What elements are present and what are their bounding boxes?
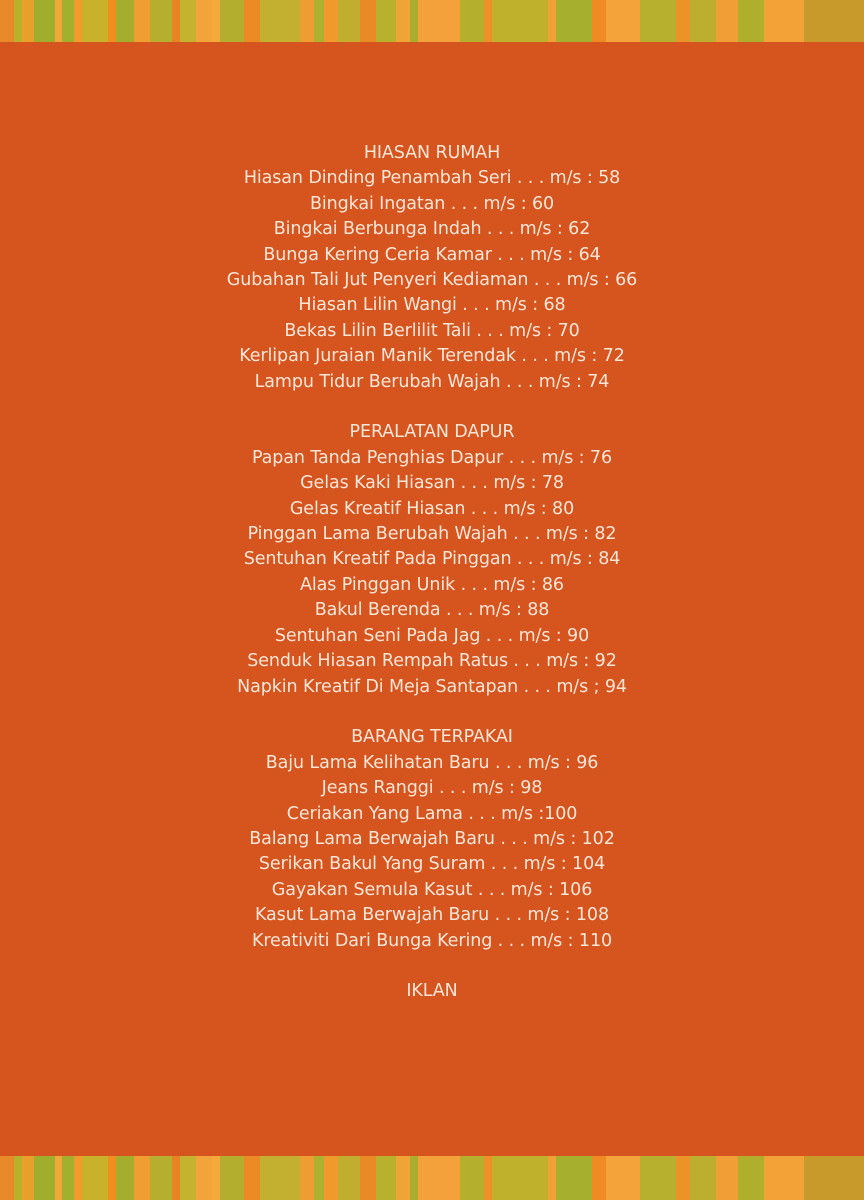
toc-entry: Bingkai Ingatan . . . m/s : 60 [309,193,555,214]
section-title: PERALATAN DAPUR [349,422,515,443]
toc-entry: Serikan Bakul Yang Suram . . . m/s : 104 [258,854,606,875]
section-title: HIASAN RUMAH [363,143,501,163]
toc-entry: Gayakan Semula Kasut . . . m/s : 106 [271,879,593,900]
toc-entry: Napkin Kreatif Di Meja Santapan . . . m/s ; 94 [237,676,627,697]
toc-entry: Bekas Lilin Berlilit Tali . . . m/s : 70 [284,320,580,341]
section-barang-terpakai [0,725,864,954]
bottom-decorative-stripe [0,1156,864,1200]
top-decorative-stripe [0,0,864,42]
toc-entry: Alas Pinggan Unik . . . m/s : 86 [300,574,564,595]
section-hiasan-rumah [0,141,864,395]
toc-entry: Ceriakan Yang Lama . . . m/s :100 [286,803,578,824]
toc-entry: Balang Lama Berwajah Baru . . . m/s : 102 [249,828,615,849]
toc-entry: Bakul Berenda . . . m/s : 88 [314,600,550,621]
toc-entry: Gubahan Tali Jut Penyeri Kediaman . . . m/s : 66 [226,270,638,291]
toc-entry: Lampu Tidur Berubah Wajah . . . m/s : 74 [254,371,610,392]
toc-entry: Gelas Kreatif Hiasan . . . m/s : 80 [289,498,575,519]
toc-entry: Hiasan Lilin Wangi . . . m/s : 68 [298,295,566,316]
toc-entry: Bingkai Berbunga Indah . . . m/s : 62 [273,219,591,240]
section-title: BARANG TERPAKAI [351,727,513,748]
toc-entry: Baju Lama Kelihatan Baru . . . m/s : 96 [265,752,599,773]
toc-entry: Hiasan Dinding Penambah Seri . . . m/s : 58 [243,168,621,189]
toc-entry: Sentuhan Seni Pada Jag . . . m/s : 90 [274,625,590,646]
toc-entry: Senduk Hiasan Rempah Ratus . . . m/s : 92 [247,651,617,672]
toc-entry: Kerlipan Juraian Manik Terendak . . . m/s : 72 [239,346,625,367]
section-iklan [0,979,864,1004]
section-title: IKLAN [406,981,458,1002]
toc-entry: Kasut Lama Berwajah Baru . . . m/s : 108 [254,905,609,926]
toc-entry: Bunga Kering Ceria Kamar . . . m/s : 64 [263,244,601,265]
toc-entry: Papan Tanda Penghias Dapur . . . m/s : 76 [251,447,613,468]
table-of-contents [0,141,864,1030]
toc-entry: Kreativiti Dari Bunga Kering . . . m/s : 110 [251,930,613,951]
toc-entry: Gelas Kaki Hiasan . . . m/s : 78 [300,473,564,494]
toc-entry: Sentuhan Kreatif Pada Pinggan . . . m/s : 84 [243,549,621,570]
section-peralatan-dapur [0,420,864,699]
toc-entry: Jeans Ranggi . . . m/s : 98 [321,778,543,799]
toc-entry: Pinggan Lama Berubah Wajah . . . m/s : 82 [247,524,617,545]
